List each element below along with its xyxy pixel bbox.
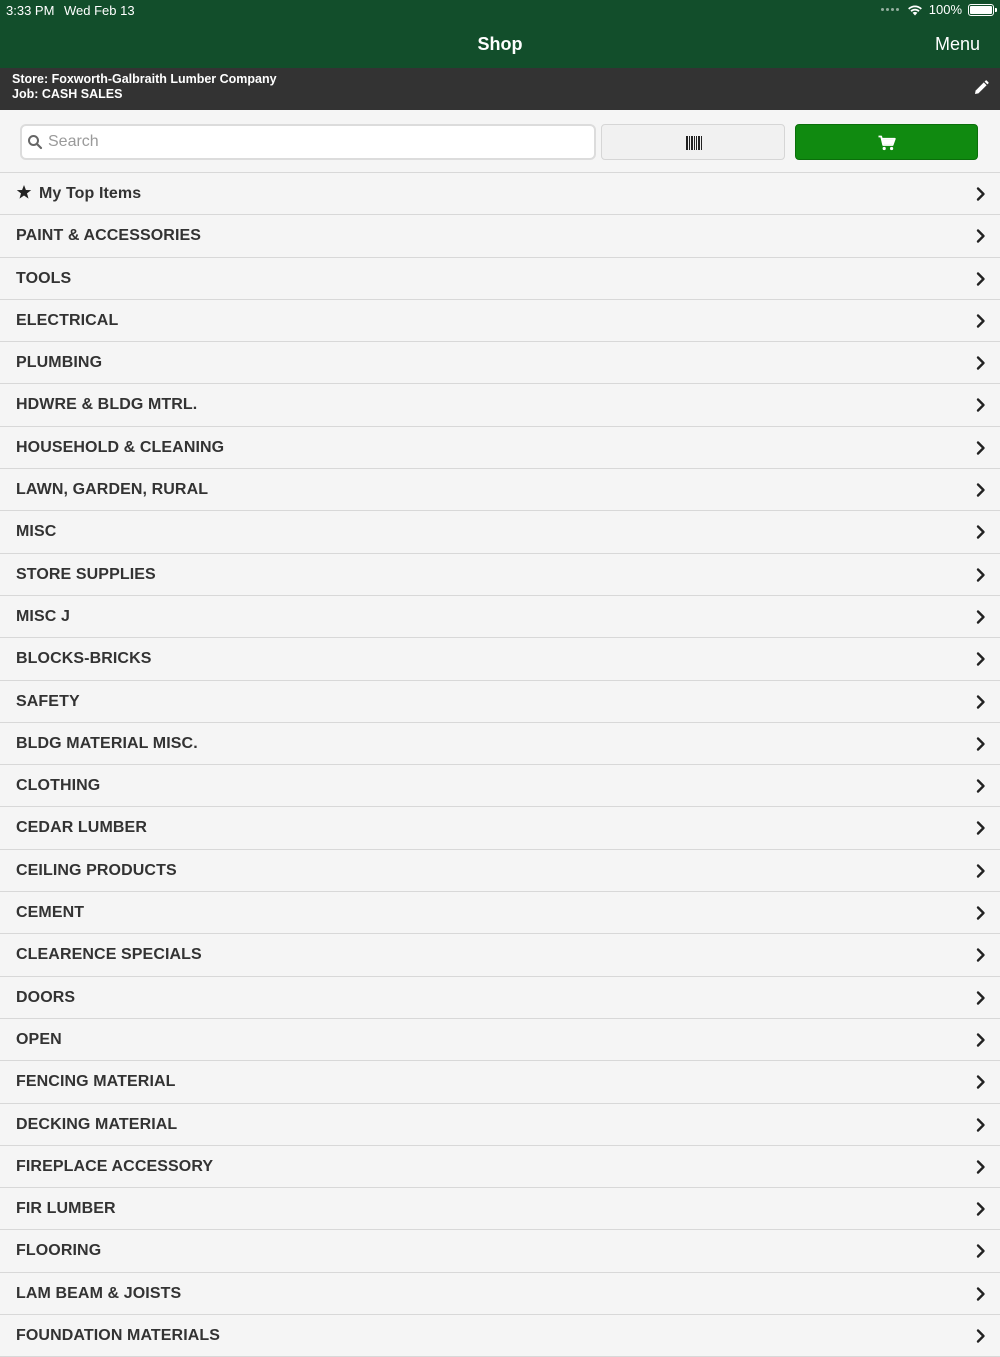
top-items-row[interactable] — [0, 173, 1000, 215]
category-label: SAFETY — [16, 692, 80, 710]
status-time: 3:33 PM — [6, 3, 55, 18]
category-row[interactable] — [0, 1146, 1000, 1188]
status-right — [881, 2, 994, 17]
chevron-right-icon — [976, 821, 986, 835]
category-label: HDWRE & BLDG MTRL. — [16, 396, 198, 414]
chevron-right-icon — [976, 229, 986, 243]
chevron-right-icon — [976, 991, 986, 1005]
chevron-right-icon — [976, 695, 986, 709]
category-label: PLUMBING — [16, 354, 103, 372]
category-label: ELECTRICAL — [16, 311, 119, 329]
chevron-right-icon — [976, 864, 986, 878]
category-row[interactable] — [0, 1188, 1000, 1230]
nav-bar — [0, 22, 1000, 68]
star-icon — [16, 184, 32, 200]
category-row[interactable] — [0, 1273, 1000, 1315]
category-row[interactable] — [0, 1019, 1000, 1061]
chevron-right-icon — [976, 1202, 986, 1216]
category-label: MISC J — [16, 607, 70, 625]
category-row[interactable] — [0, 765, 1000, 807]
category-row[interactable] — [0, 596, 1000, 638]
chevron-right-icon — [976, 610, 986, 624]
category-label: FENCING MATERIAL — [16, 1073, 176, 1091]
category-row[interactable] — [0, 342, 1000, 384]
chevron-right-icon — [976, 1244, 986, 1258]
category-row[interactable] — [0, 681, 1000, 723]
status-bar — [0, 0, 1000, 22]
chevron-right-icon — [976, 1160, 986, 1174]
chevron-right-icon — [976, 441, 986, 455]
chevron-right-icon — [976, 568, 986, 582]
store-bar — [0, 68, 1000, 110]
search-icon — [27, 134, 43, 150]
chevron-right-icon — [976, 1329, 986, 1343]
category-label: BLDG MATERIAL MISC. — [16, 734, 198, 752]
category-label: PAINT & ACCESSORIES — [16, 227, 202, 245]
category-label: HOUSEHOLD & CLEANING — [16, 438, 225, 456]
category-row[interactable] — [0, 469, 1000, 511]
category-row[interactable] — [0, 1230, 1000, 1272]
chevron-right-icon — [976, 906, 986, 920]
category-label: CLOTHING — [16, 777, 101, 795]
search-box[interactable] — [20, 124, 596, 160]
signal-icon — [881, 8, 899, 11]
category-label: CEDAR LUMBER — [16, 819, 147, 837]
chevron-right-icon — [976, 1033, 986, 1047]
chevron-right-icon — [976, 1287, 986, 1301]
chevron-right-icon — [976, 272, 986, 286]
category-row[interactable] — [0, 934, 1000, 976]
chevron-right-icon — [976, 948, 986, 962]
category-row[interactable] — [0, 1061, 1000, 1103]
category-row[interactable] — [0, 511, 1000, 553]
category-label: MISC — [16, 523, 57, 541]
chevron-right-icon — [976, 187, 986, 201]
category-row[interactable] — [0, 892, 1000, 934]
chevron-right-icon — [976, 1075, 986, 1089]
chevron-right-icon — [976, 737, 986, 751]
toolbar — [0, 110, 1000, 173]
category-label: STORE SUPPLIES — [16, 565, 156, 583]
barcode-scan-button[interactable] — [601, 124, 785, 160]
battery-percent: 100% — [928, 2, 962, 17]
menu-button[interactable]: Menu — [934, 34, 980, 54]
wifi-icon — [907, 4, 923, 16]
chevron-right-icon — [976, 652, 986, 666]
category-row[interactable] — [0, 384, 1000, 426]
category-row[interactable] — [0, 850, 1000, 892]
search-input[interactable] — [48, 130, 588, 154]
category-row[interactable] — [0, 258, 1000, 300]
store-name: Store: Foxworth-Galbraith Lumber Company — [12, 72, 277, 86]
page-title: Shop — [477, 34, 523, 54]
category-row[interactable] — [0, 807, 1000, 849]
category-row[interactable] — [0, 638, 1000, 680]
category-label: CEMENT — [16, 904, 85, 922]
chevron-right-icon — [976, 314, 986, 328]
chevron-right-icon — [976, 779, 986, 793]
category-row[interactable] — [0, 554, 1000, 596]
category-label: FOUNDATION MATERIALS — [16, 1327, 221, 1345]
category-label: LAWN, GARDEN, RURAL — [16, 481, 209, 499]
chevron-right-icon — [976, 483, 986, 497]
chevron-right-icon — [976, 356, 986, 370]
chevron-right-icon — [976, 1118, 986, 1132]
category-label: OPEN — [16, 1030, 62, 1048]
category-list — [0, 173, 1000, 1357]
cart-icon — [878, 135, 896, 151]
category-row[interactable] — [0, 977, 1000, 1019]
category-label: FIR LUMBER — [16, 1200, 116, 1218]
category-row[interactable] — [0, 427, 1000, 469]
chevron-right-icon — [976, 525, 986, 539]
category-row[interactable] — [0, 1315, 1000, 1357]
category-label: BLOCKS-BRICKS — [16, 650, 152, 668]
top-items-label: My Top Items — [39, 185, 142, 202]
cart-button[interactable] — [795, 124, 978, 160]
category-label: CLEARENCE SPECIALS — [16, 946, 202, 964]
category-row[interactable] — [0, 723, 1000, 765]
category-label: DOORS — [16, 988, 76, 1006]
barcode-icon — [686, 136, 702, 150]
category-label: LAM BEAM & JOISTS — [16, 1284, 182, 1302]
job-name: Job: CASH SALES — [12, 87, 123, 101]
category-label: FLOORING — [16, 1242, 102, 1260]
category-label: CEILING PRODUCTS — [16, 861, 177, 879]
category-label: DECKING MATERIAL — [16, 1115, 178, 1133]
category-label: TOOLS — [16, 269, 72, 287]
category-label: FIREPLACE ACCESSORY — [16, 1157, 214, 1175]
category-row[interactable] — [0, 300, 1000, 342]
battery-icon — [968, 4, 994, 16]
status-date: Wed Feb 13 — [64, 3, 135, 18]
chevron-right-icon — [976, 398, 986, 412]
pencil-icon[interactable] — [972, 79, 990, 97]
category-row[interactable] — [0, 215, 1000, 257]
category-row[interactable] — [0, 1104, 1000, 1146]
